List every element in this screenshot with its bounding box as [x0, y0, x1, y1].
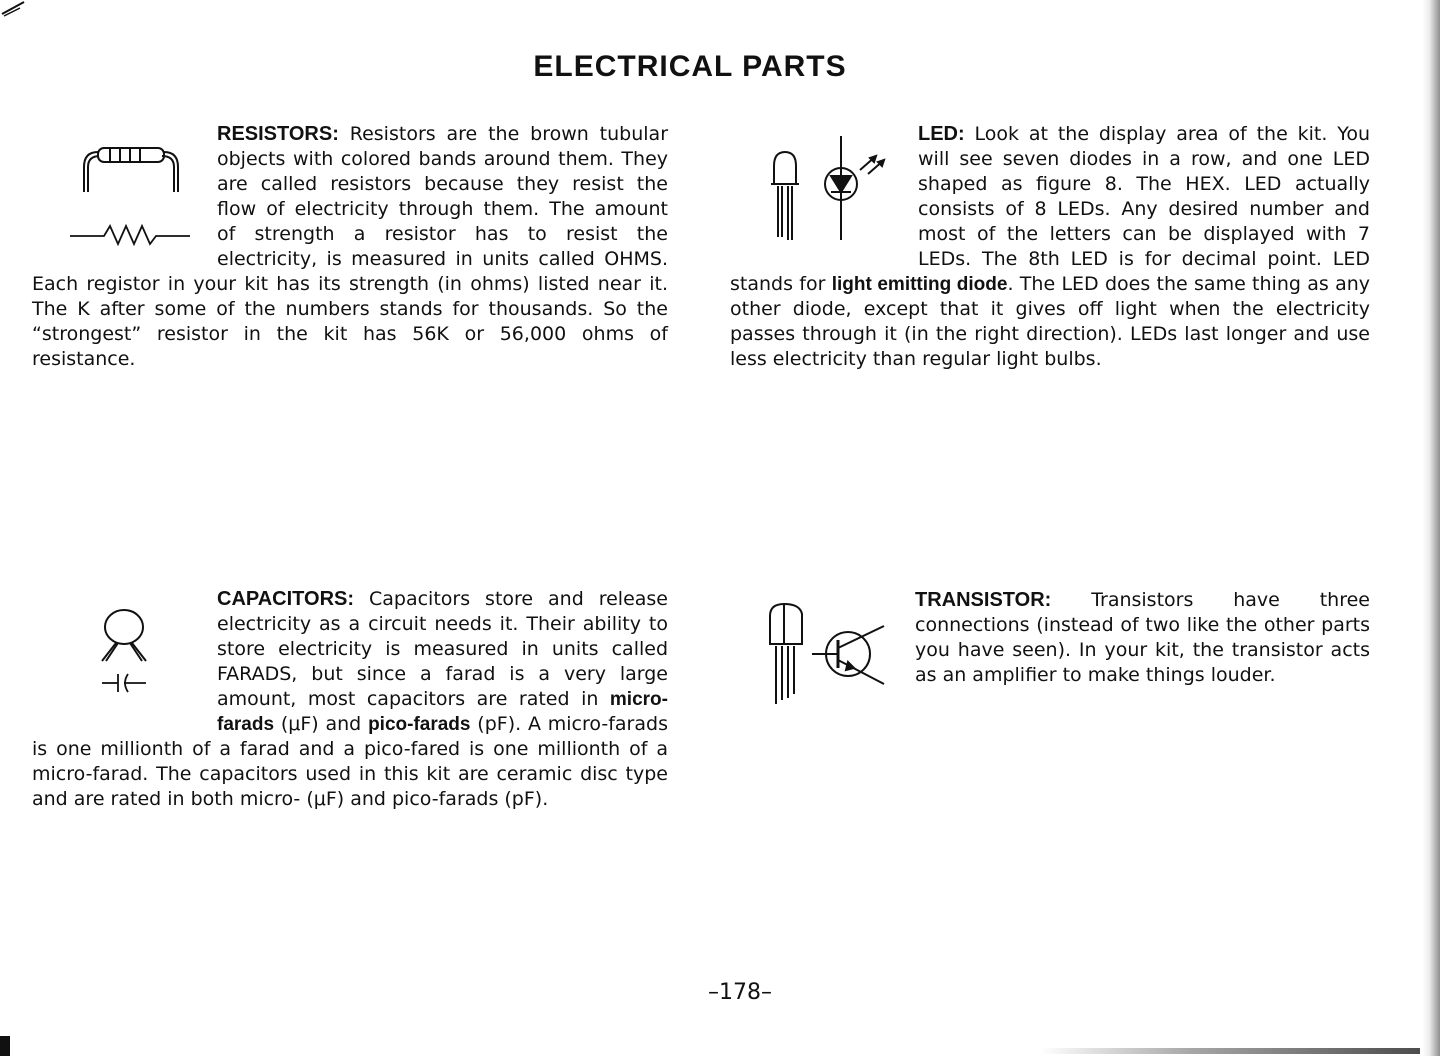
- capacitors-heading: CAPACITORS:: [217, 588, 355, 610]
- led-text-before: Look at the display area of the kit. You will see seven diodes in a row, and one LED shaped as figure 8. The HEX. LED actually consists of 8 LEDs. Any desired number and most of the letters can be displayed with 7 LEDs. The 8th LED is for decimal point. LED stands for: [730, 123, 1370, 295]
- page-title: ELECTRICAL PARTS: [533, 50, 847, 83]
- led-figure: [730, 122, 918, 252]
- led-text-after: . The LED does the same thing as any other diode, except that it gives off light when the electricity passes through it (in the right direction). LEDs last longer and use less electricity than regular light bulbs.: [730, 273, 1371, 370]
- capacitors-text-3: (pF). A micro-farads is one millionth of a farad and a pico-fared is one millionth of a micro-farad. The capacitors used in this kit are ceramic disc type and are rated in both micro- (μF) and pico-farads (pF).: [32, 713, 668, 810]
- transistor-figure: [730, 588, 915, 718]
- transistor-symbol-icon: [730, 588, 918, 718]
- scan-bottom-edge: [1040, 1048, 1420, 1054]
- page-number: –178–: [708, 980, 772, 1005]
- section-resistors: [32, 122, 668, 372]
- scan-right-edge: [1422, 0, 1440, 1056]
- led-symbol-icon: [730, 122, 918, 252]
- capacitors-figure: [32, 587, 217, 717]
- resistors-heading: RESISTORS:: [217, 123, 339, 145]
- capacitors-bold-pico: pico-farads: [368, 714, 471, 735]
- section-capacitors: [32, 587, 668, 812]
- led-bold-term: light emitting diode: [831, 274, 1008, 295]
- transistor-heading: TRANSISTOR:: [915, 589, 1052, 611]
- capacitor-symbol-icon: [32, 587, 217, 717]
- resistor-symbol-icon: [32, 122, 217, 262]
- capacitors-text-1: Capacitors store and release electricity as a circuit needs it. Their ability to store electricity is measured in units called FARADS, but since a farad is a very large amount, most capacitors are rated in: [217, 588, 668, 710]
- scan-bottom-left-mark: [0, 1036, 10, 1056]
- scan-corner-mark: [0, 0, 30, 20]
- led-heading: LED:: [918, 123, 965, 145]
- section-led: [730, 122, 1370, 372]
- transistor-text: Transistors have three connections (instead of two like the other parts you have seen). In your kit, the transistor acts as an amplifier to make things louder.: [915, 589, 1370, 686]
- resistors-text: Resistors are the brown tubular objects with colored bands around them. They are called resistors because they resist the flow of electricity through them. The amount of strength a resistor has to resist the electricity, is measured in units called OHMS. Each registor in your kit has its strength (in ohms) listed near it. The K after some of the numbers stands for thousands. So the “strongest” resistor in the kit has 56K or 56,000 ohms of resistance.: [32, 123, 669, 370]
- capacitors-bold-micro: micro-farads: [217, 689, 668, 735]
- capacitors-text-2: (μF) and: [280, 713, 362, 735]
- resistors-figure: [32, 122, 217, 262]
- section-transistor: [730, 588, 1370, 718]
